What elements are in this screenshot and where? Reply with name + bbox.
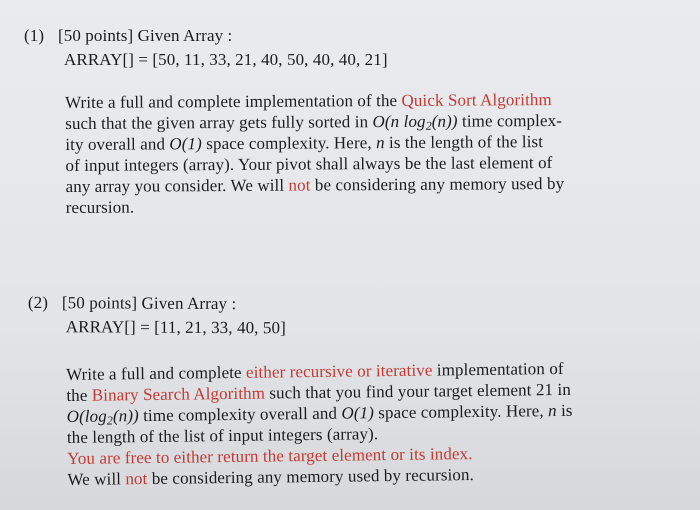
- question-2-body: [66, 358, 573, 490]
- text-segment: Write a full and complete implementation of the: [65, 90, 402, 112]
- text-segment: be considering any memory used by: [310, 173, 565, 195]
- text-segment: time complex-: [457, 110, 563, 131]
- question-1-number: (1): [24, 26, 45, 45]
- question-2-paragraph: [66, 358, 573, 490]
- math-text: 2: [106, 413, 114, 428]
- text-segment: such that the given array gets fully sorted in: [65, 112, 373, 133]
- highlighted-text: You are free to either return the target element or its index.: [67, 444, 473, 468]
- text-segment: be considering any memory used by recursion.: [147, 465, 474, 489]
- question-1-title-line: [24, 25, 388, 46]
- math-text: n: [547, 401, 557, 421]
- text-segment: is: [556, 400, 573, 421]
- math-text: (n)): [112, 406, 139, 426]
- highlighted-text: not: [288, 175, 311, 195]
- question-2-title-line: [28, 292, 286, 314]
- text-segment: space complexity. Here,: [201, 133, 377, 154]
- question-1-array-text: ARRAY[] = [50, 11, 33, 21, 40, 50, 40, 40, 21]: [64, 50, 388, 69]
- text-segment: time complexity overall and: [138, 403, 342, 426]
- text-segment: space complexity. Here,: [373, 401, 549, 423]
- math-text: O(1): [169, 134, 202, 154]
- text-line: [66, 173, 565, 197]
- text-segment: of input integers (array). Your pivot shall always be the last element of: [65, 153, 553, 175]
- math-text: 2: [425, 118, 432, 133]
- text-segment: the length of the list of input integers (array).: [66, 424, 379, 447]
- question-2-title: [50 points] Given Array :: [61, 293, 237, 314]
- question-1-header: [24, 25, 388, 70]
- math-text: (n)): [431, 111, 458, 131]
- text-segment: such that you find your target element 21 in: [264, 379, 571, 403]
- highlighted-text: Quick Sort Algorithm: [401, 90, 552, 110]
- question-1-array: [64, 49, 388, 70]
- highlighted-text: not: [125, 469, 148, 489]
- text-segment: implementation of: [432, 358, 564, 380]
- highlighted-text: Binary Search Algorithm: [91, 383, 266, 405]
- math-text: O(1): [341, 403, 375, 423]
- question-2-array: [66, 316, 286, 338]
- question-1-title: [50 points] Given Array :: [58, 26, 233, 45]
- text-line: [66, 194, 565, 218]
- question-2-header: [28, 292, 286, 338]
- math-text: O(log: [66, 406, 107, 426]
- text-segment: We will: [67, 469, 126, 489]
- text-segment: ity overall and: [65, 134, 170, 154]
- question-2-array-text: ARRAY[] = [11, 21, 33, 40, 50]: [65, 317, 286, 338]
- text-line: [65, 110, 564, 134]
- text-line: [65, 89, 564, 113]
- question-2-number: (2): [27, 293, 49, 313]
- text-segment: recursion.: [65, 197, 135, 217]
- text-segment: any array you consider. We will: [65, 175, 289, 196]
- text-line: [65, 152, 564, 176]
- highlighted-text: either recursive or iterative: [245, 360, 433, 382]
- question-1-paragraph: [65, 89, 564, 218]
- math-text: n: [375, 133, 385, 153]
- text-segment: the: [66, 385, 92, 405]
- text-segment: Write a full and complete: [66, 362, 247, 384]
- text-segment: is the length of the list: [384, 132, 544, 153]
- text-line: [65, 131, 564, 155]
- question-1-body: [65, 89, 564, 218]
- math-text: O(n log: [372, 111, 426, 132]
